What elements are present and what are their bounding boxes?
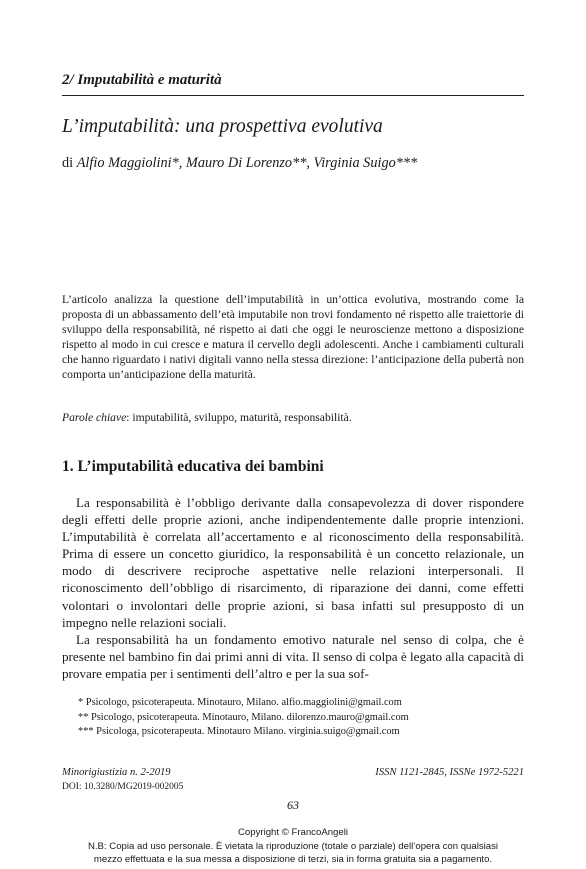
article-title: L’imputabilità: una prospettiva evolutiva — [62, 116, 383, 137]
authors-prefix: di — [62, 155, 77, 171]
issn: ISSN 1121-2845, ISSNe 1972-5221 — [375, 767, 524, 778]
abstract: L’articolo analizza la questione dell’imputabilità in un’ottica evolutiva, mostrando come la proposta di un abbassamento dell’età imputabile non trovi fondamento né rispetto alle traiettorie di sviluppo della responsabilità, né rispetto ai dati che oggi le neuroscienze mettono a disposizione rispetto al modo in cui cresce e matura il cervello degli adolescenti. Anche i cambiamenti culturali che hanno riguardato i nativi digitali vanno nella stessa direzione: l’anticipazione della pubertà non comporta un’anticipazione della maturità. — [62, 293, 524, 381]
notice-line: N.B: Copia ad uso personale. È vietata la riproduzione (totale o parziale) dell’opera con qualsiasi — [87, 841, 499, 852]
author-names: Alfio Maggiolini*, Mauro Di Lorenzo**, Virginia Suigo*** — [76, 155, 418, 171]
body-text — [62, 494, 524, 682]
author-line — [62, 155, 417, 172]
footnote: ** Psicologo, psicoterapeuta. Minotauro, Milano. dilorenzo.mauro@gmail.com — [78, 711, 409, 723]
footnotes — [78, 696, 409, 740]
journal-citation: Minorigiustizia n. 2-2019 — [62, 767, 171, 778]
keywords-label: Parole chiave — [62, 411, 127, 424]
paragraph: La responsabilità è l’obbligo derivante dalla consapevolezza di dover rispondere degli effetti delle proprie azioni, anche indipendentemente dalle proprie intenzioni. L’imputabilità è correlata all’accertamento e al riconoscimento della responsabilità. Prima di essere un concetto giuridico, la responsabilità è un concetto relazionale, un modo di descrivere reciproche aspettative nelle relazioni interpersonali. Il riconoscimento dell’obbligo di risarcimento, di riparazione dei danni, come effetti volontari o involontari delle proprie azioni, si basa infatti sul presupposto di un impegno nelle relazioni sociali. — [62, 495, 524, 630]
section-label: 2/ Imputabilità e maturità — [62, 72, 222, 88]
copyright: Copyright © FrancoAngeli — [238, 827, 348, 838]
copyright-notice — [0, 840, 586, 866]
doi: DOI: 10.3280/MG2019-002005 — [62, 782, 184, 792]
keywords-list: : imputabilità, sviluppo, maturità, responsabilità. — [126, 411, 352, 424]
section-heading: 1. L’imputabilità educativa dei bambini — [62, 458, 324, 475]
header-rule — [62, 95, 524, 96]
paragraph: La responsabilità ha un fondamento emotivo naturale nel senso di colpa, che è presente nel bambino fin dai primi anni di vita. Il senso di colpa è legato alla capacità di provare empatia per i sentimenti dell’altro e per la sua sof- — [62, 631, 524, 681]
footnote: * Psicologo, psicoterapeuta. Minotauro, Milano. alfio.maggiolini@gmail.com — [78, 697, 402, 708]
notice-line: mezzo effettuata e la sua messa a disposizione di terzi, sia in forma gratuita sia a pagamento. — [93, 854, 493, 865]
keywords — [62, 411, 524, 424]
footnote: *** Psicologa, psicoterapeuta. Minotauro Milano. virginia.suigo@gmail.com — [78, 726, 400, 737]
page-number: 63 — [287, 798, 299, 812]
